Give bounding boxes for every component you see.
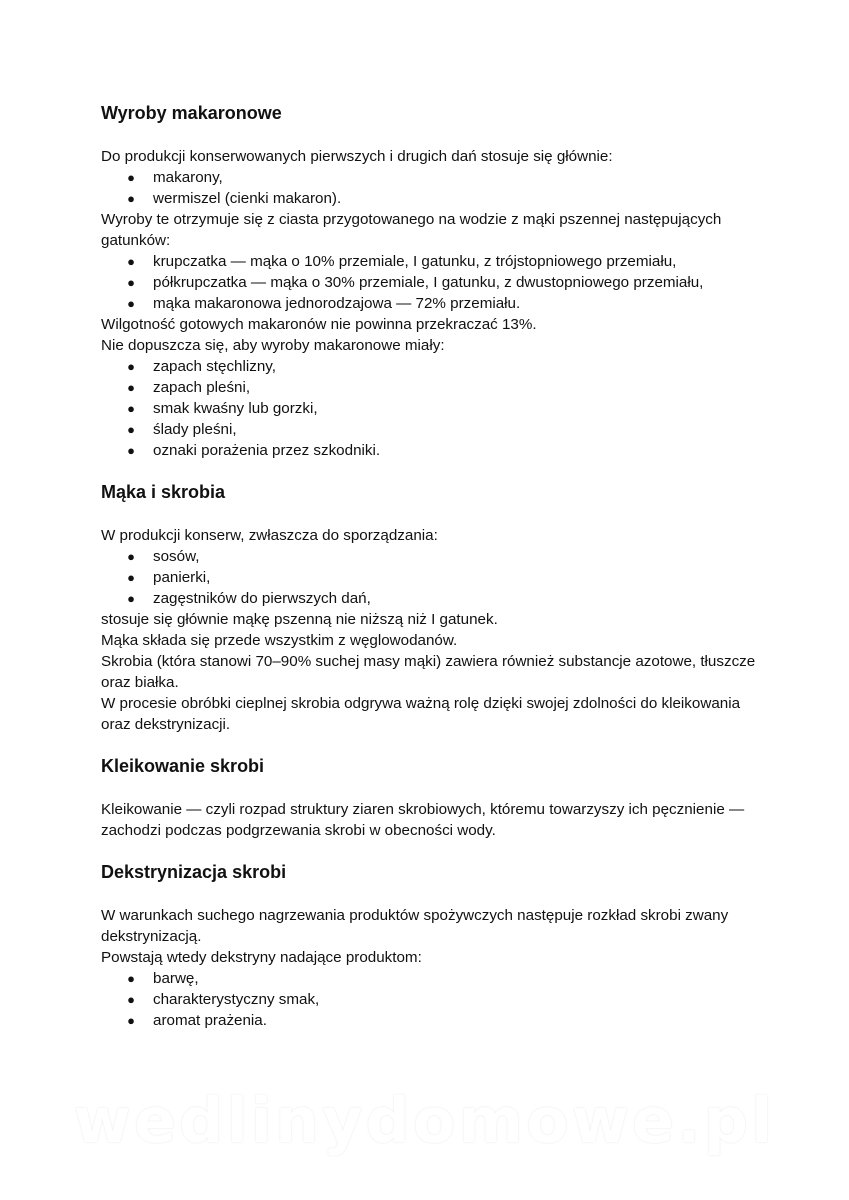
bullet-icon: ● bbox=[127, 1013, 135, 1028]
list-item bbox=[101, 546, 761, 567]
bullet-icon: ● bbox=[127, 570, 135, 585]
section-maka-i-skrobia bbox=[101, 479, 761, 735]
paragraph: Powstają wtedy dekstryny nadające produktom: bbox=[101, 949, 422, 966]
list-item-text: ślady pleśni, bbox=[153, 421, 237, 438]
list-item-text: barwę, bbox=[153, 970, 199, 987]
paragraph: Mąka składa się przede wszystkim z węglowodanów. bbox=[101, 632, 458, 649]
list-item bbox=[101, 419, 761, 440]
bullet-icon: ● bbox=[127, 359, 135, 374]
list-item bbox=[101, 272, 761, 293]
bullet-list bbox=[101, 546, 761, 609]
list-item bbox=[101, 398, 761, 419]
list-item-text: półkrupczatka — mąka o 30% przemiale, I gatunku, z dwustopniowego przemiału, bbox=[153, 274, 704, 291]
paragraph: Wilgotność gotowych makaronów nie powinna przekraczać 13%. bbox=[101, 316, 537, 333]
watermark: wedlinydomowe.pl bbox=[73, 1084, 776, 1157]
list-item bbox=[101, 293, 761, 314]
list-item-text: krupczatka — mąka o 10% przemiale, I gatunku, z trójstopniowego przemiału, bbox=[153, 253, 677, 270]
list-item bbox=[101, 377, 761, 398]
bullet-list bbox=[101, 356, 761, 461]
bullet-list bbox=[101, 167, 761, 209]
section-heading: Dekstrynizacja skrobi bbox=[101, 862, 287, 882]
paragraph: W warunkach suchego nagrzewania produktów spożywczych następuje rozkład skrobi zwany dekstrynizacją. bbox=[101, 907, 729, 945]
paragraph: Do produkcji konserwowanych pierwszych i drugich dań stosuje się głównie: bbox=[101, 148, 613, 165]
paragraph: Wyroby te otrzymuje się z ciasta przygotowanego na wodzie z mąki pszennej następujących gatunków: bbox=[101, 211, 722, 249]
paragraph: W procesie obróbki cieplnej skrobia odgrywa ważną rolę dzięki swojej zdolności do kleikowania oraz dekstrynizacji. bbox=[101, 695, 741, 733]
section-wyroby-makaronowe bbox=[101, 100, 761, 461]
section-heading: Wyroby makaronowe bbox=[101, 103, 282, 123]
bullet-icon: ● bbox=[127, 275, 135, 290]
list-item-text: zagęstników do pierwszych dań, bbox=[153, 590, 371, 607]
bullet-list bbox=[101, 968, 761, 1031]
list-item bbox=[101, 251, 761, 272]
list-item bbox=[101, 356, 761, 377]
list-item-text: makarony, bbox=[153, 169, 223, 186]
section-dekstrynizacja-skrobi bbox=[101, 859, 761, 1031]
bullet-icon: ● bbox=[127, 170, 135, 185]
list-item bbox=[101, 588, 761, 609]
bullet-icon: ● bbox=[127, 296, 135, 311]
list-item-text: sosów, bbox=[153, 548, 200, 565]
bullet-icon: ● bbox=[127, 401, 135, 416]
list-item-text: panierki, bbox=[153, 569, 211, 586]
bullet-icon: ● bbox=[127, 591, 135, 606]
list-item-text: smak kwaśny lub gorzki, bbox=[153, 400, 318, 417]
list-item bbox=[101, 188, 761, 209]
list-item bbox=[101, 989, 761, 1010]
paragraph: Kleikowanie — czyli rozpad struktury ziaren skrobiowych, któremu towarzyszy ich pęcznienie — zachodzi podczas podgrzewania skrobi w obecności wody. bbox=[101, 801, 745, 839]
list-item-text: wermiszel (cienki makaron). bbox=[153, 190, 342, 207]
section-heading: Kleikowanie skrobi bbox=[101, 756, 265, 776]
list-item-text: aromat prażenia. bbox=[153, 1012, 267, 1029]
list-item bbox=[101, 968, 761, 989]
list-item-text: oznaki porażenia przez szkodniki. bbox=[153, 442, 381, 459]
paragraph: W produkcji konserw, zwłaszcza do sporządzania: bbox=[101, 527, 438, 544]
bullet-icon: ● bbox=[127, 443, 135, 458]
section-kleikowanie-skrobi bbox=[101, 753, 761, 841]
bullet-icon: ● bbox=[127, 549, 135, 564]
bullet-icon: ● bbox=[127, 422, 135, 437]
list-item-text: mąka makaronowa jednorodzajowa — 72% przemiału. bbox=[153, 295, 521, 312]
bullet-icon: ● bbox=[127, 380, 135, 395]
paragraph: Nie dopuszcza się, aby wyroby makaronowe miały: bbox=[101, 337, 445, 354]
list-item bbox=[101, 1010, 761, 1031]
list-item bbox=[101, 167, 761, 188]
bullet-icon: ● bbox=[127, 992, 135, 1007]
list-item-text: zapach pleśni, bbox=[153, 379, 251, 396]
bullet-list bbox=[101, 251, 761, 314]
list-item bbox=[101, 440, 761, 461]
paragraph: stosuje się głównie mąkę pszenną nie niższą niż I gatunek. bbox=[101, 611, 498, 628]
paragraph: Skrobia (która stanowi 70–90% suchej masy mąki) zawiera również substancje azotowe, tłuszcze oraz białka. bbox=[101, 653, 756, 691]
list-item-text: zapach stęchlizny, bbox=[153, 358, 276, 375]
document-content bbox=[101, 100, 761, 1031]
section-heading: Mąka i skrobia bbox=[101, 482, 226, 502]
list-item bbox=[101, 567, 761, 588]
bullet-icon: ● bbox=[127, 254, 135, 269]
list-item-text: charakterystyczny smak, bbox=[153, 991, 320, 1008]
bullet-icon: ● bbox=[127, 971, 135, 986]
bullet-icon: ● bbox=[127, 191, 135, 206]
